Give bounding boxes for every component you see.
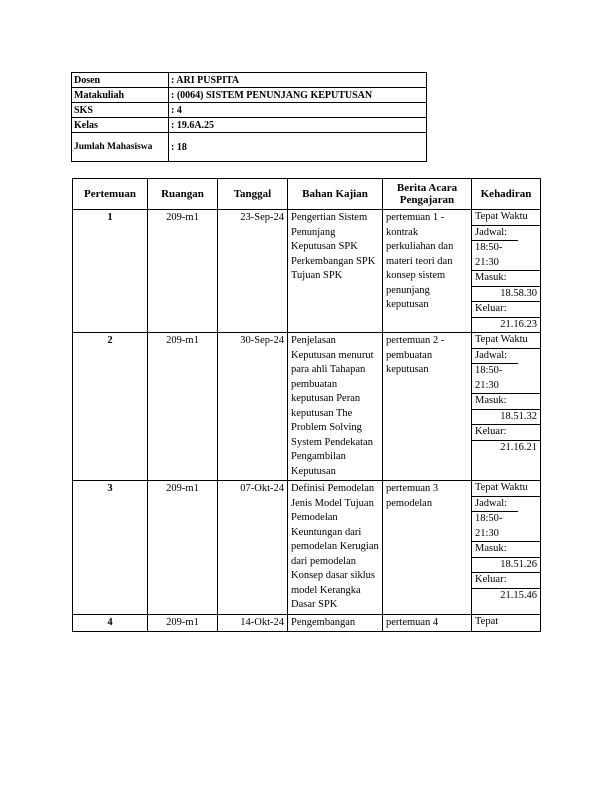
jadwal-value: 18:50-21:30 xyxy=(472,511,518,541)
header-kehadiran: Kehadiran xyxy=(472,179,541,210)
bahan-kajian-cell: Penjelasan Keputusan menurut para ahli Tahapan pembuatan keputusan Peran keputusan The Problem Solving System Pendekatan Pengambilan Keputusan xyxy=(288,333,383,481)
jadwal-label: Jadwal: xyxy=(472,496,540,512)
header-bahan-kajian: Bahan Kajian xyxy=(288,179,383,210)
keluar-value: 21.16.21 xyxy=(472,440,540,456)
info-row-kelas xyxy=(72,118,427,133)
kehadiran-status: Tepat xyxy=(475,615,499,627)
pertemuan-cell: 4 xyxy=(73,614,148,632)
pertemuan-cell: 2 xyxy=(73,333,148,481)
masuk-value: 18.51.26 xyxy=(472,557,540,573)
ruangan-cell: 209-m1 xyxy=(148,210,218,333)
bahan-kajian-cell: Definisi Pemodelan Jenis Model Tujuan Pemodelan Keuntungan dari pemodelan Kerugian dari pemodelan Konsep dasar siklus model Kerangka Dasar SPK xyxy=(288,481,383,615)
ruangan-cell: 209-m1 xyxy=(148,481,218,615)
dosen-label: Dosen xyxy=(72,73,169,88)
table-row xyxy=(73,481,541,615)
tanggal-cell: 23-Sep-24 xyxy=(218,210,288,333)
masuk-label: Masuk: xyxy=(472,393,540,409)
kehadiran-status: Tepat Waktu xyxy=(475,482,528,493)
info-row-jumlah xyxy=(72,133,427,162)
bahan-kajian-cell: Pengembangan xyxy=(288,614,383,632)
course-info-table xyxy=(71,72,427,162)
jumlah-value: : 18 xyxy=(169,133,427,162)
kelas-value: : 19.6A.25 xyxy=(169,118,427,133)
table-row xyxy=(73,210,541,333)
keluar-label: Keluar: xyxy=(472,301,540,317)
ruangan-cell: 209-m1 xyxy=(148,614,218,632)
kehadiran-status: Tepat Waktu xyxy=(475,211,528,222)
kehadiran-status: Tepat Waktu xyxy=(475,334,528,345)
berita-acara-cell: pertemuan 2 - pembuatan keputusan xyxy=(383,333,472,481)
berita-acara-cell: pertemuan 1 - kontrak perkuliahan dan materi teori dan konsep sistem penunjang keputusan xyxy=(383,210,472,333)
masuk-label: Masuk: xyxy=(472,541,540,557)
dosen-value: : ARI PUSPITA xyxy=(169,73,427,88)
jadwal-label: Jadwal: xyxy=(472,225,540,241)
kelas-label: Kelas xyxy=(72,118,169,133)
matakuliah-value: : (0064) SISTEM PENUNJANG KEPUTUSAN xyxy=(169,88,427,103)
header-pertemuan: Pertemuan xyxy=(73,179,148,210)
info-row-dosen xyxy=(72,73,427,88)
table-row xyxy=(73,333,541,481)
masuk-value: 18.58.30 xyxy=(472,286,540,302)
table-header-row xyxy=(73,179,541,210)
ruangan-cell: 209-m1 xyxy=(148,333,218,481)
kehadiran-cell xyxy=(472,481,541,615)
berita-acara-cell: pertemuan 4 xyxy=(383,614,472,632)
bahan-kajian-cell: Pengertian Sistem Penunjang Keputusan SPK Perkembangan SPK Tujuan SPK xyxy=(288,210,383,333)
pertemuan-cell: 3 xyxy=(73,481,148,615)
keluar-value: 21.15.46 xyxy=(472,588,540,604)
info-row-matakuliah xyxy=(72,88,427,103)
jadwal-label: Jadwal: xyxy=(472,348,540,364)
header-ruangan: Ruangan xyxy=(148,179,218,210)
kehadiran-cell xyxy=(472,333,541,481)
kehadiran-cell xyxy=(472,210,541,333)
header-tanggal: Tanggal xyxy=(218,179,288,210)
jadwal-value: 18:50-21:30 xyxy=(472,240,518,270)
keluar-value: 21.16.23 xyxy=(472,317,540,333)
tanggal-cell: 07-Okt-24 xyxy=(218,481,288,615)
attendance-table xyxy=(72,178,541,632)
pertemuan-cell: 1 xyxy=(73,210,148,333)
jumlah-label: Jumlah Mahasiswa xyxy=(72,133,169,162)
matakuliah-label: Matakuliah xyxy=(72,88,169,103)
berita-acara-cell: pertemuan 3 pemodelan xyxy=(383,481,472,615)
masuk-label: Masuk: xyxy=(472,270,540,286)
info-row-sks xyxy=(72,103,427,118)
kehadiran-cell xyxy=(472,614,541,632)
keluar-label: Keluar: xyxy=(472,424,540,440)
sks-label: SKS xyxy=(72,103,169,118)
keluar-label: Keluar: xyxy=(472,572,540,588)
header-berita-acara: Berita Acara Pengajaran xyxy=(383,179,472,210)
tanggal-cell: 30-Sep-24 xyxy=(218,333,288,481)
masuk-value: 18.51.32 xyxy=(472,409,540,425)
sks-value: : 4 xyxy=(169,103,427,118)
jadwal-value: 18:50-21:30 xyxy=(472,363,518,393)
table-row xyxy=(73,614,541,632)
tanggal-cell: 14-Okt-24 xyxy=(218,614,288,632)
